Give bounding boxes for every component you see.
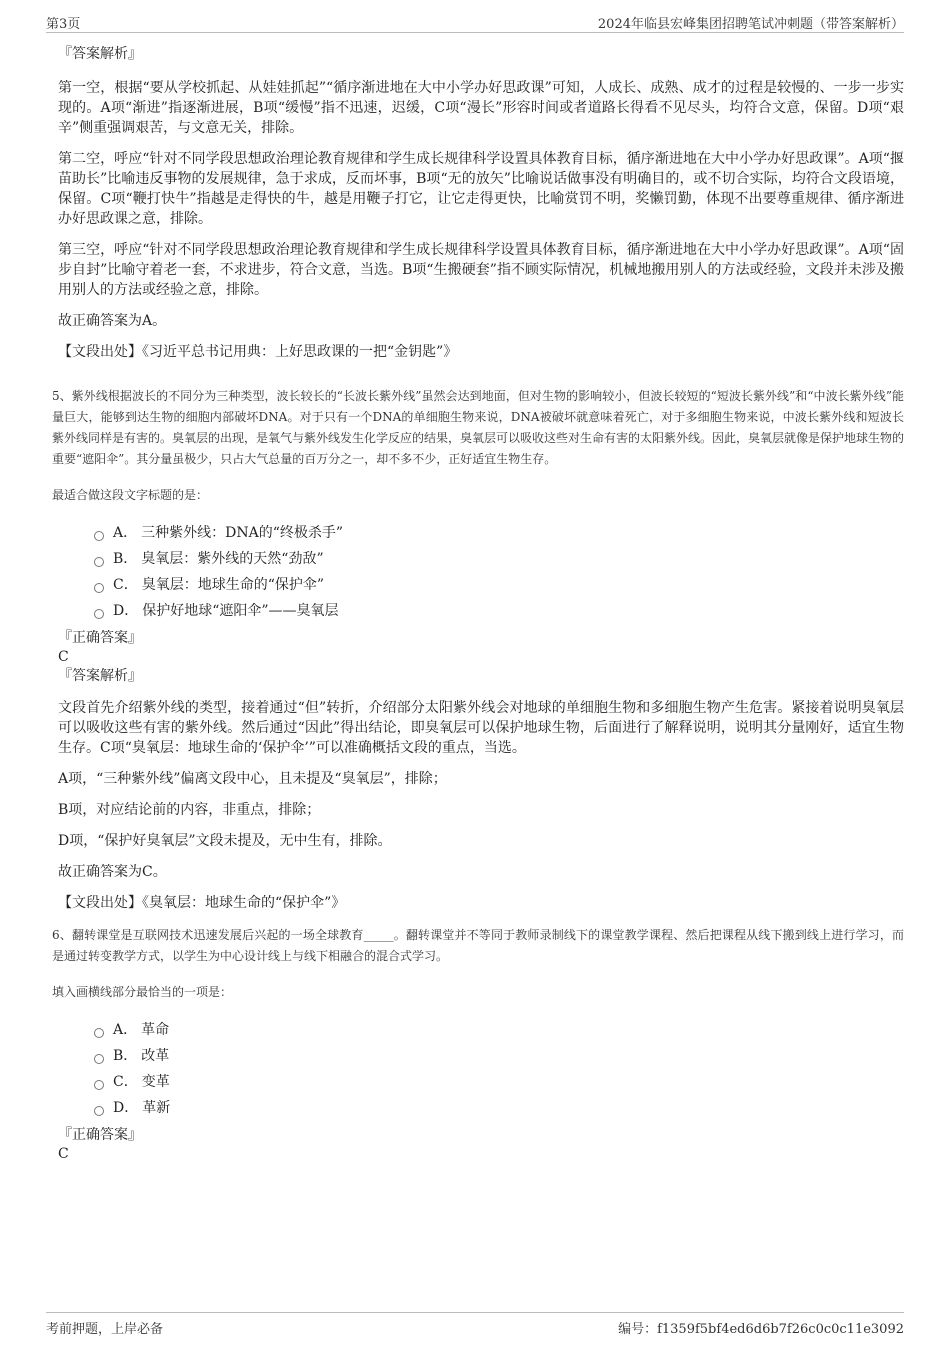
option-text: 改革	[141, 1048, 170, 1064]
radio-icon[interactable]	[94, 583, 104, 593]
option-letter: D．	[113, 1100, 139, 1116]
question-5-text: 5、紫外线根据波长的不同分为三种类型，波长较长的“长波长紫外线”虽然会达到地面，但对生物的影响较小，但波长较短的“短波长紫外线”和“中波长紫外线”能量巨大，能够到达生物的细胞内部破坏DNA。对于只有一个DNA的单细胞生物来说，DNA被破坏就意味着死亡，对于多细胞生物来说，中波长紫外线和短波长紫外线同样是有害的。臭氧层的出现，是氧气与紫外线发生化学反应的结果，臭氧层可以吸收这些对生命有害的太阳紫外线。因此，臭氧层就像是保护地球生物的重要“遮阳伞”。其分量虽极少，只占大气总量的百万分之一，却不多不少，正好适宜生物生存。	[52, 389, 905, 466]
document-title: 2024年临县宏峰集团招聘笔试冲刺题（带答案解析）	[597, 17, 904, 32]
page-header	[46, 10, 904, 33]
option-c[interactable]	[94, 1069, 904, 1095]
analysis-paragraph: B项，对应结论前的内容，非重点，排除；	[58, 802, 321, 818]
radio-icon[interactable]	[94, 609, 104, 619]
option-letter: A．	[113, 525, 138, 541]
radio-icon[interactable]	[94, 1106, 104, 1116]
question-5-prompt: 最适合做这段文字标题的是：	[52, 488, 209, 502]
option-text: 三种紫外线：DNA的“终极杀手”	[141, 525, 344, 541]
footer-slogan: 考前押题，上岸必备	[46, 1322, 164, 1337]
option-text: 臭氧层：紫外线的天然“劲敌”	[141, 551, 324, 567]
radio-icon[interactable]	[94, 1054, 104, 1064]
option-letter: C．	[113, 577, 138, 593]
option-d[interactable]	[94, 598, 904, 624]
correct-answer-label: 『正确答案』	[58, 1127, 142, 1143]
option-c[interactable]	[94, 572, 904, 598]
source-citation: 【文段出处】《习近平总书记用典：上好思政课的一把“金钥匙”》	[58, 344, 458, 360]
option-text: 革命	[141, 1022, 170, 1038]
source-citation: 【文段出处】《臭氧层：地球生命的“保护伞”》	[58, 895, 346, 911]
analysis-label: 『答案解析』	[58, 46, 142, 62]
option-text: 臭氧层：地球生命的“保护伞”	[141, 577, 325, 593]
correct-answer: C	[58, 1146, 69, 1162]
question-6-options	[94, 1017, 904, 1121]
document-serial: 编号：f1359f5bf4ed6d6b7f26c0c0c11e3092	[618, 1322, 904, 1337]
analysis-paragraph: 文段首先介绍紫外线的类型，接着通过“但”转折，介绍部分太阳紫外线会对地球的单细胞生物和多细胞生物产生危害。紧接着说明臭氧层可以吸收这些有害的紫外线。然后通过“因此”得出结论，即臭氧层可以保护地球生物，后面进行了解释说明，说明其分量刚好，适宜生物生存。C项“臭氧层：地球生命的‘保护伞’”可以准确概括文段的重点，当选。	[58, 700, 904, 756]
option-text: 革新	[142, 1100, 171, 1116]
option-text: 变革	[141, 1074, 170, 1090]
radio-icon[interactable]	[94, 1080, 104, 1090]
correct-answer: C	[58, 649, 69, 665]
option-letter: B．	[113, 551, 138, 567]
option-a[interactable]	[94, 1017, 904, 1043]
option-b[interactable]	[94, 546, 904, 572]
page-content	[52, 44, 905, 1163]
page-footer	[46, 1312, 904, 1339]
radio-icon[interactable]	[94, 1028, 104, 1038]
question-6-prompt: 填入画横线部分最恰当的一项是：	[52, 985, 233, 999]
question-5-options	[94, 520, 904, 624]
analysis-paragraph: 第二空，呼应“针对不同学段思想政治理论教育规律和学生成长规律科学设置具体教育目标，循序渐进地在大中小学办好思政课”。A项“揠苗助长”比喻违反事物的发展规律，急于求成，反而坏事，B项“无的放矢”比喻说话做事没有明确目的，或不切合实际，均符合文段语境，保留。C项“鞭打快牛”指越是走得快的牛，越是用鞭子打它，让它走得更快，比喻赏罚不明，奖懒罚勤，体现不出要尊重规律、循序渐进办好思政课之意，排除。	[58, 151, 904, 227]
option-letter: C．	[113, 1074, 138, 1090]
correct-answer-label: 『正确答案』	[58, 630, 142, 646]
option-letter: A．	[113, 1022, 138, 1038]
option-letter: D．	[113, 603, 139, 619]
page-number: 第3页	[46, 17, 81, 32]
option-d[interactable]	[94, 1095, 904, 1121]
option-text: 保护好地球“遮阳伞”——臭氧层	[142, 603, 339, 619]
analysis-paragraph: 第一空，根据“要从学校抓起、从娃娃抓起”“循序渐进地在大中小学办好思政课”可知，人成长、成熟、成才的过程是较慢的、一步一步实现的。A项“渐进”指逐渐进展，B项“缓慢”指不迅速，迟缓，C项“漫长”形容时间或者道路长得看不见尽头，均符合文意，保留。D项“艰辛”侧重强调艰苦，与文意无关，排除。	[58, 80, 904, 136]
analysis-paragraph: 第三空，呼应“针对不同学段思想政治理论教育规律和学生成长规律科学设置具体教育目标，循序渐进地在大中小学办好思政课”。A项“固步自封”比喻守着老一套，不求进步，符合文意，当选。B项“生搬硬套”指不顾实际情况，机械地搬用别人的方法或经验，文段并未涉及搬用别人的方法或经验之意，排除。	[58, 242, 904, 298]
analysis-label: 『答案解析』	[58, 668, 142, 684]
question-6-text: 6、翻转课堂是互联网技术迅速发展后兴起的一场全球教育_____。翻转课堂并不等同于教师录制线下的课堂教学课程、然后把课程从线下搬到线上进行学习，而是通过转变教学方式，以学生为中心设计线上与线下相融合的混合式学习。	[52, 928, 904, 963]
radio-icon[interactable]	[94, 531, 104, 541]
option-b[interactable]	[94, 1043, 904, 1069]
conclusion: 故正确答案为A。	[58, 313, 167, 329]
option-letter: B．	[113, 1048, 138, 1064]
analysis-paragraph: A项，“三种紫外线”偏离文段中心，且未提及“臭氧层”，排除；	[58, 771, 447, 787]
conclusion: 故正确答案为C。	[58, 864, 167, 880]
analysis-paragraph: D项，“保护好臭氧层”文段未提及，无中生有，排除。	[58, 833, 392, 849]
option-a[interactable]	[94, 520, 904, 546]
radio-icon[interactable]	[94, 557, 104, 567]
